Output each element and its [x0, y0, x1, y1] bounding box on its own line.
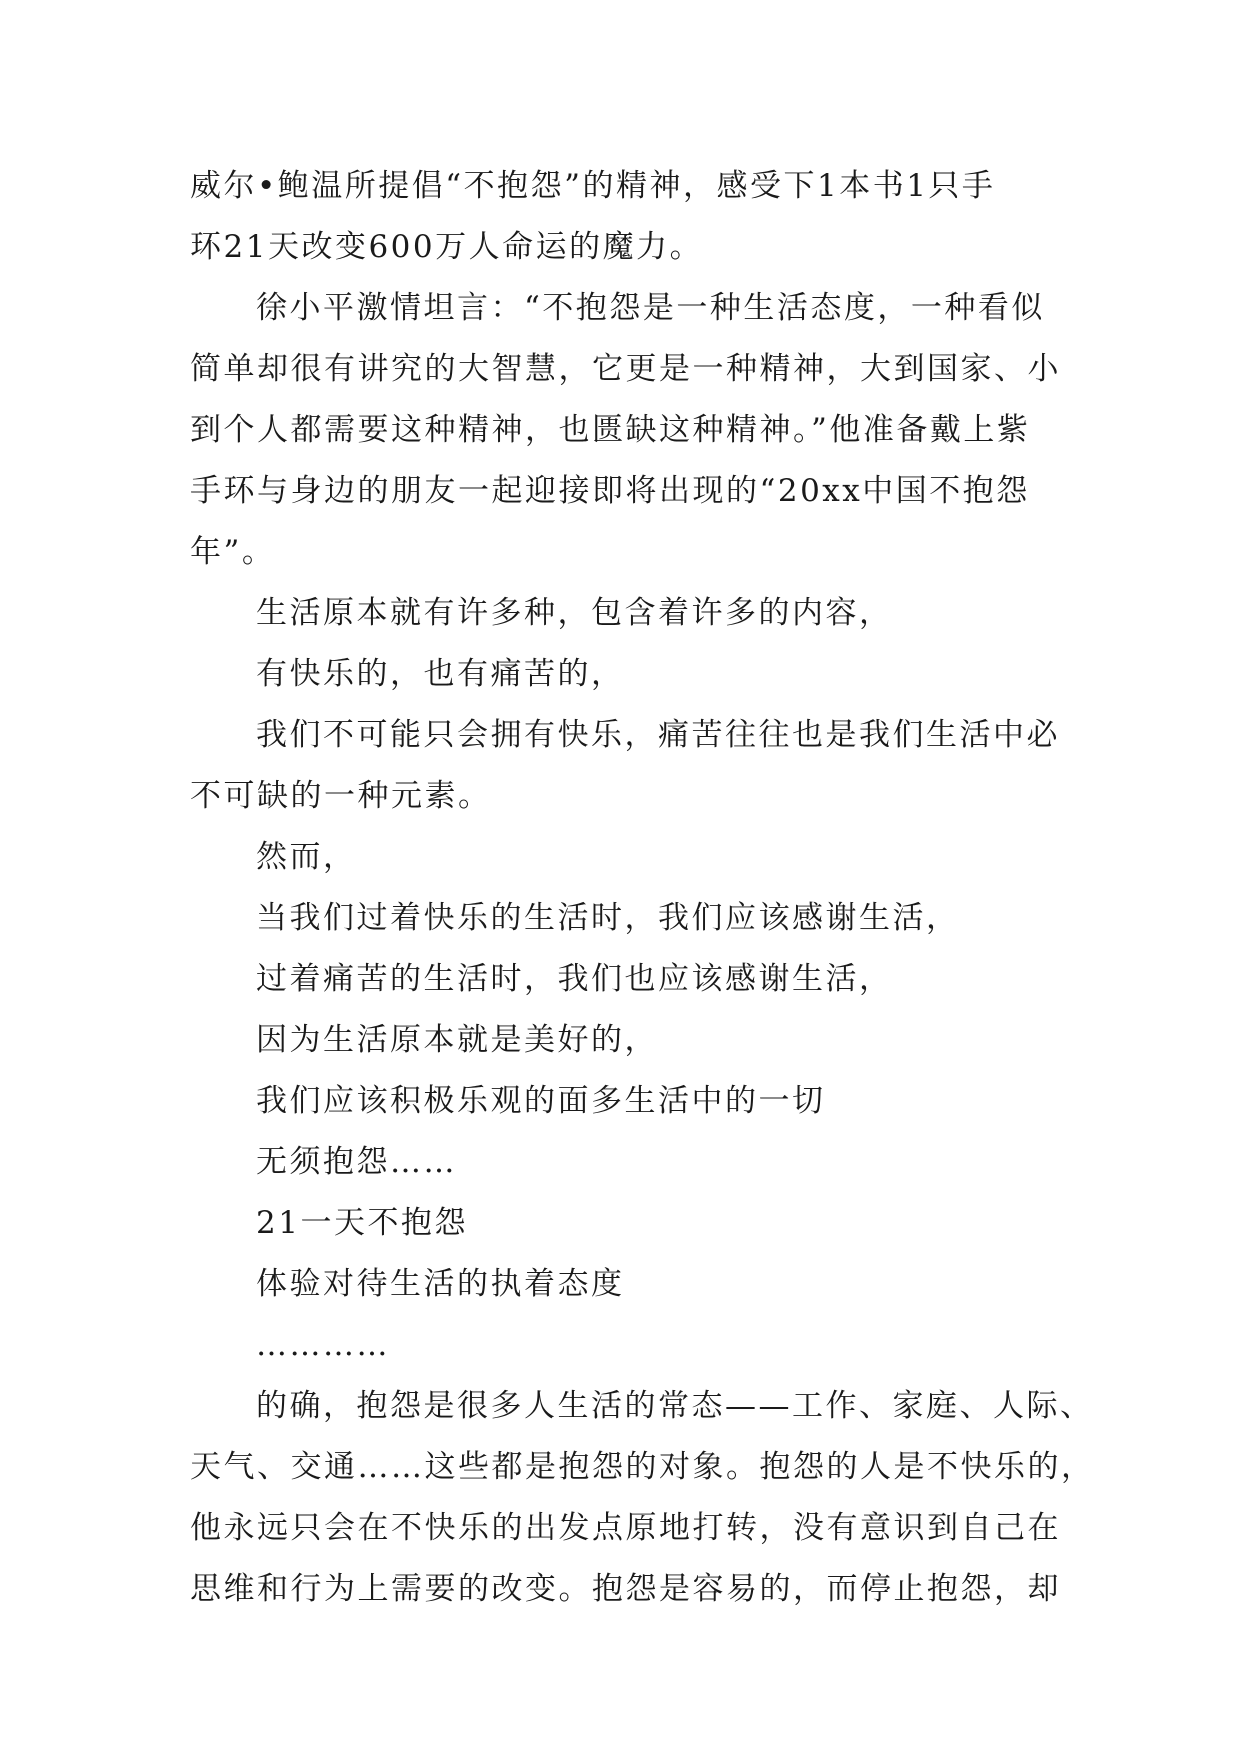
document-page — [190, 156, 1095, 1620]
text-line: 我们不可能只会拥有快乐，痛苦往往也是我们生活中必 — [256, 717, 1060, 753]
text-line: 他永远只会在不快乐的出发点原地打转，没有意识到自己在 — [190, 1510, 1061, 1546]
text-line: 威尔•鲍温所提倡“不抱怨”的精神，感受下1本书1只手 — [190, 168, 996, 204]
text-line: 手环与身边的朋友一起迎接即将出现的“20xx中国不抱怨 — [190, 473, 1030, 509]
text-line: 环21天改变600万人命运的魔力。 — [190, 229, 704, 265]
text-line: 年”。 — [190, 534, 276, 570]
text-line: ………… — [256, 1327, 390, 1363]
text-line: 因为生活原本就是美好的， — [256, 1022, 658, 1058]
text-line: 到个人都需要这种精神，也匮缺这种精神。”他准备戴上紫 — [190, 412, 1031, 448]
text-line: 当我们过着快乐的生活时，我们应该感谢生活， — [256, 900, 960, 936]
body-text — [190, 156, 1095, 1620]
text-line: 不可缺的一种元素。 — [190, 778, 492, 814]
text-line: 徐小平激情坦言：“不抱怨是一种生活态度，一种看似 — [256, 290, 1045, 326]
text-line: 21一天不抱怨 — [256, 1205, 468, 1241]
text-line: 然而， — [256, 839, 357, 875]
text-line: 有快乐的，也有痛苦的， — [256, 656, 625, 692]
text-line: 体验对待生活的执着态度 — [256, 1266, 625, 1302]
text-line: 无须抱怨…… — [256, 1144, 457, 1180]
text-line: 的确，抱怨是很多人生活的常态——工作、家庭、人际、 — [256, 1388, 1094, 1424]
text-line: 生活原本就有许多种，包含着许多的内容， — [256, 595, 893, 631]
text-line: 我们应该积极乐观的面多生活中的一切 — [256, 1083, 826, 1119]
text-line: 简单却很有讲究的大智慧，它更是一种精神，大到国家、小 — [190, 351, 1061, 387]
text-line: 天气、交通……这些都是抱怨的对象。抱怨的人是不快乐的， — [190, 1449, 1095, 1485]
text-line: 过着痛苦的生活时，我们也应该感谢生活， — [256, 961, 893, 997]
text-line: 思维和行为上需要的改变。抱怨是容易的，而停止抱怨，却 — [190, 1571, 1061, 1607]
